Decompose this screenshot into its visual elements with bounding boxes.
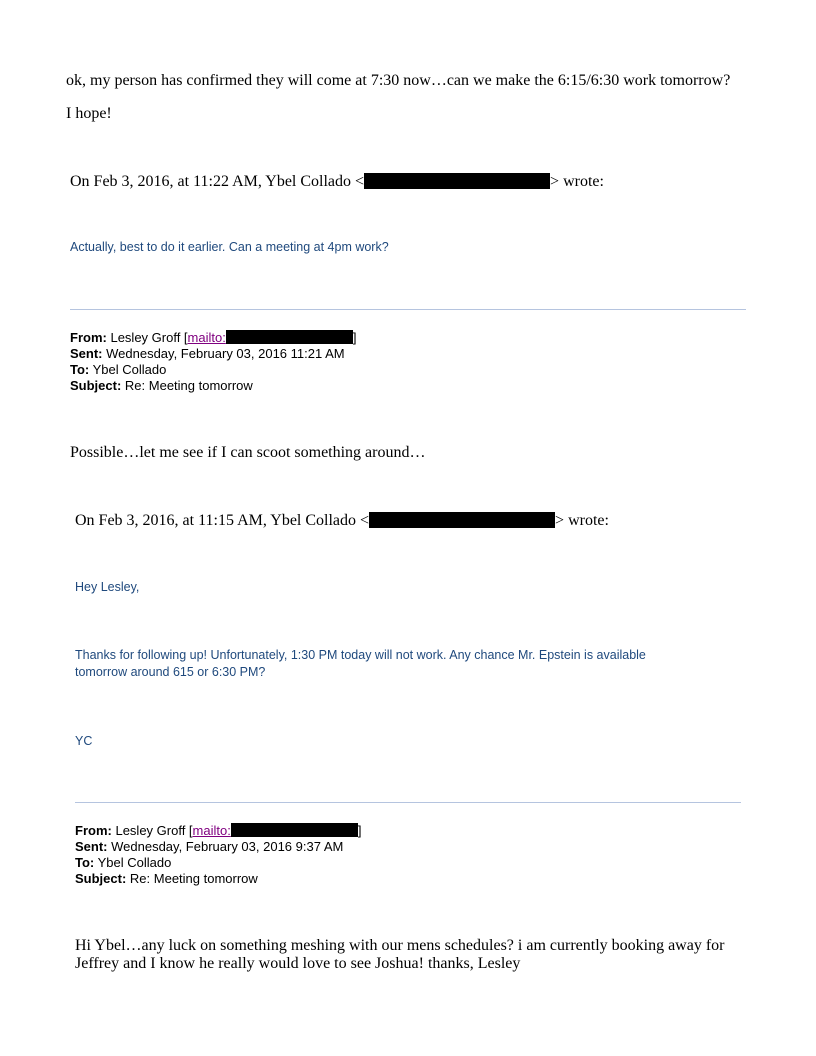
from-close: ] [352,330,357,345]
quoted-signoff: YC [75,734,93,748]
from-label: From: [70,330,107,345]
sent-line [70,346,356,362]
to-line [75,855,361,871]
email-header [70,330,356,394]
subject-line [70,378,356,394]
subject-label: Subject: [75,871,127,886]
from-name: Lesley Groff [ [110,330,188,345]
reply-body: Possible…let me see if I can scoot something around… [70,444,426,461]
mailto-link[interactable]: mailto: [192,823,231,838]
quote-intro-text: On Feb 3, 2016, at 11:15 AM, Ybel Collado < [75,512,370,529]
from-name: Lesley Groff [ [115,823,193,838]
to-value: Ybel Collado [97,855,172,870]
quote-intro-wrote: > wrote: [550,173,604,190]
from-close: ] [357,823,362,838]
quote-intro [70,173,604,191]
subject-value: Re: Meeting tomorrow [124,378,253,393]
sent-value: Wednesday, February 03, 2016 11:21 AM [106,346,345,361]
quoted-body: Actually, best to do it earlier. Can a meeting at 4pm work? [70,240,389,254]
quote-intro [75,512,609,530]
subject-label: Subject: [70,378,122,393]
divider [70,309,746,310]
quoted-body-line: Thanks for following up! Unfortunately, 1:30 PM today will not work. Any chance Mr. Epstein is available [75,648,646,662]
divider [75,802,741,803]
quote-intro-wrote: > wrote: [555,512,609,529]
redacted-email [369,512,555,528]
email-header [75,823,361,887]
subject-value: Re: Meeting tomorrow [129,871,258,886]
from-label: From: [75,823,112,838]
redacted-email [231,823,358,837]
redacted-email [364,173,550,189]
mailto-link[interactable]: mailto: [187,330,226,345]
quote-intro-text: On Feb 3, 2016, at 11:22 AM, Ybel Collado < [70,173,365,190]
to-label: To: [70,362,90,377]
from-line [75,823,361,839]
message-line: ok, my person has confirmed they will come at 7:30 now…can we make the 6:15/6:30 work tomorrow? [66,72,731,89]
to-label: To: [75,855,95,870]
to-value: Ybel Collado [92,362,167,377]
sent-line [75,839,361,855]
sent-label: Sent: [70,346,103,361]
from-line [70,330,356,346]
message-line: I hope! [66,105,112,122]
sent-value: Wednesday, February 03, 2016 9:37 AM [111,839,344,854]
subject-line [75,871,361,887]
sent-label: Sent: [75,839,108,854]
quoted-body-line: tomorrow around 615 or 6:30 PM? [75,665,266,679]
quoted-greeting: Hey Lesley, [75,580,140,594]
reply-body-line: Jeffrey and I know he really would love to see Joshua! thanks, Lesley [75,955,521,972]
redacted-email [226,330,353,344]
to-line [70,362,356,378]
reply-body-line: Hi Ybel…any luck on something meshing with our mens schedules? i am currently booking away for [75,937,725,954]
